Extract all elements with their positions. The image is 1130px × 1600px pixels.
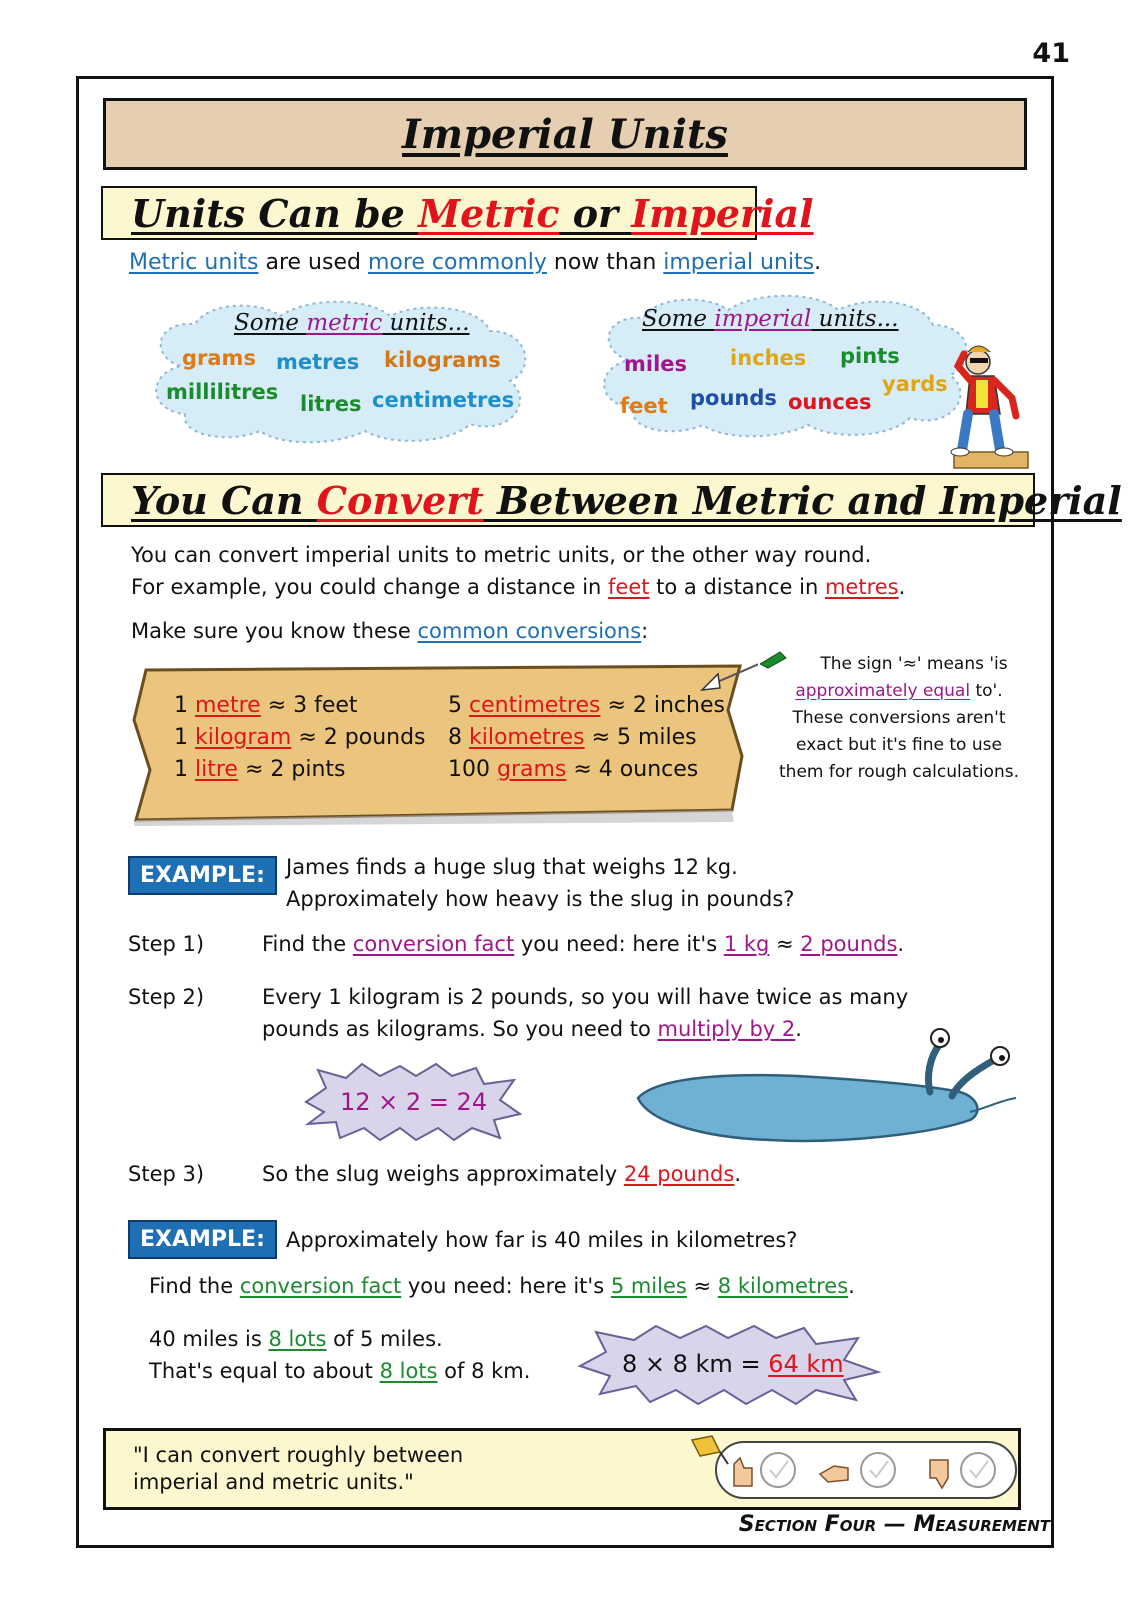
example2-question: Approximately how far is 40 miles in kilometres? [286,1228,798,1252]
step3-text: So the slug weighs approximately 24 pounds. [262,1162,742,1186]
conversion-row: 5 centimetres ≈ 2 inches [448,693,725,718]
cloud-word: grams [182,346,256,370]
cloud-word: feet [620,394,668,418]
intro-line: Metric units are used more commonly now than imperial units. [129,250,822,275]
convert-para-line3: Make sure you know these common conversions: [131,619,649,643]
cloud-word: miles [624,352,688,376]
conversion-row: 8 kilometres ≈ 5 miles [448,725,697,750]
approx-sign-note: The sign '≈' means 'is approximately equal to'. These conversions aren't exact but it's fine to use them for rough calculations. [779,654,1019,782]
calculation-text: 8 × 8 km = 64 km [622,1350,844,1378]
example2-fact-line: Find the conversion fact you need: here it's 5 miles ≈ 8 kilometres. [149,1274,855,1298]
cloud-word: inches [730,346,807,370]
cloud-word: pounds [690,386,777,410]
example-badge: EXAMPLE: [128,856,277,895]
conversion-row: 1 metre ≈ 3 feet [174,693,358,718]
convert-para-line1: You can convert imperial units to metric units, or the other way round. [131,543,872,567]
page-number: 41 [1032,38,1070,69]
cloud-word: metres [276,350,360,374]
step2-text-line1: Every 1 kilogram is 2 pounds, so you will have twice as many [262,985,909,1009]
section-heading-units [101,186,814,240]
cloud-word: ounces [788,390,872,414]
slug-illustration [630,1016,1030,1158]
cloud-word: kilograms [384,348,501,372]
cartoon-boy-illustration [946,340,1036,470]
imperial-cloud-title: Some imperial units... [642,306,899,332]
conversion-row: 1 litre ≈ 2 pints [174,757,346,782]
section-heading-convert [101,473,1122,527]
step-label: Step 3) [128,1162,205,1186]
cloud-word: pints [840,344,900,368]
example1-question-line2: Approximately how heavy is the slug in pounds? [286,887,795,911]
example2-lots-line1: 40 miles is 8 lots of 5 miles. [149,1327,443,1351]
conversion-row: 100 grams ≈ 4 ounces [448,757,699,782]
metric-cloud-title: Some metric units... [234,310,470,336]
conversion-row: 1 kilogram ≈ 2 pounds [174,725,426,750]
section-heading-text: You Can Convert Between Metric and Imperial [131,477,1122,523]
title-bar [103,98,1027,170]
page-title: Imperial Units [402,110,728,158]
example2-lots-line2: That's equal to about 8 lots of 8 km. [149,1359,531,1383]
example-badge: EXAMPLE: [128,1220,277,1259]
cloud-word: millilitres [166,380,279,404]
step-label: Step 2) [128,985,205,1009]
metric-units-cloud [140,296,540,446]
cloud-word: centimetres [372,388,515,412]
page-footer: Section Four — Measurement [738,1512,1050,1537]
learning-objective-text: "I can convert roughly between imperial and metric units." [133,1443,464,1494]
step-label: Step 1) [128,932,205,956]
section-heading-text: Units Can be Metric or Imperial [131,190,814,236]
cloud-word: litres [300,392,362,416]
self-assessment-icons [690,1434,1020,1506]
step2-text-line2: pounds as kilograms. So you need to multiply by 2. [262,1017,802,1041]
cloud-word: yards [882,372,948,396]
imperial-units-cloud [588,290,978,440]
step1-text: Find the conversion fact you need: here it's 1 kg ≈ 2 pounds. [262,932,905,956]
example1-question-line1: James finds a huge slug that weighs 12 kg. [286,855,738,879]
calculation-text: 12 × 2 = 24 [340,1088,488,1116]
convert-para-line2: For example, you could change a distance in feet to a distance in metres. [131,575,906,599]
